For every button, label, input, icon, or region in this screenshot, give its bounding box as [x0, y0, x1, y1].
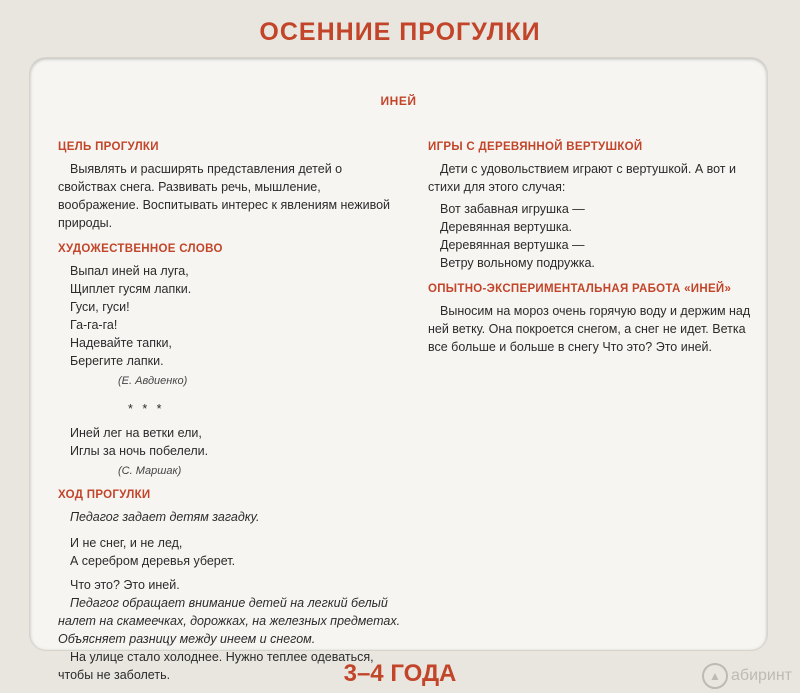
poem-line: Выпал иней на луга, — [70, 264, 189, 278]
goal-text: Выявлять и расширять представления детей о свойствах снега. Развивать речь, мышление, воображение. Воспитывать интерес к явлениям неживой природы. — [58, 162, 391, 230]
poem-line: Щиплет гусям лапки. — [70, 282, 192, 296]
card-title: ИНЕЙ — [380, 94, 417, 108]
poem-line: Ветру вольному подружка. — [440, 256, 595, 270]
riddle-answer: Что это? Это иней. — [70, 578, 180, 592]
riddle-intro: Педагог задает детям загадку. — [70, 510, 260, 524]
riddle-line: А серебром деревья уберет. — [70, 554, 236, 568]
riddle — [70, 534, 403, 570]
poem-2 — [70, 424, 403, 460]
left-column — [58, 134, 403, 684]
age-label: 3–4 ГОДА — [343, 660, 457, 687]
teacher-note: Педагог обращает внимание детей на легкий белый налет на скамеечках, дорожках, на железных предметах. Объясняет разницу между инеем и снегом. — [58, 596, 401, 646]
walk-heading: ХОД ПРОГУЛКИ — [58, 489, 151, 501]
poem-2-author: (С. Маршак) — [118, 465, 182, 477]
poem-line: Га-га-га! — [70, 318, 118, 332]
games-text: Дети с удовольствием играют с вертушкой. А вот и стихи для этого случая: — [428, 162, 736, 194]
page-title: ОСЕННИЕ ПРОГУЛКИ — [259, 18, 541, 46]
poem-line: Иней лег на ветки ели, — [70, 426, 202, 440]
poem-line: Надевайте тапки, — [70, 336, 172, 350]
watermark-text: абиринт — [731, 667, 792, 684]
labirint-logo-icon: ▲ — [702, 663, 728, 689]
poem-line: Вот забавная игрушка — — [440, 202, 585, 216]
games-heading: ИГРЫ С ДЕРЕВЯННОЙ ВЕРТУШКОЙ — [428, 141, 643, 153]
games-poem — [440, 200, 758, 272]
exp-heading: ОПЫТНО-ЭКСПЕРИМЕНТАЛЬНАЯ РАБОТА «ИНЕЙ» — [428, 283, 732, 295]
closing-text: На улице стало холоднее. Нужно теплее одеваться, чтобы не заболеть. — [58, 650, 374, 682]
stars-divider: * * * — [128, 402, 165, 416]
watermark — [702, 663, 792, 689]
right-column — [428, 134, 758, 356]
poem-1-author: (Е. Авдиенко) — [118, 375, 188, 387]
poem-line: Гуси, гуси! — [70, 300, 130, 314]
poem-line: Иглы за ночь побелели. — [70, 444, 209, 458]
exp-text: Выносим на мороз очень горячую воду и держим над ней ветку. Она покроется снегом, а снег не идет. Ветка все больше и больше в снегу Что это? Это иней. — [428, 304, 751, 354]
poem-line: Деревянная вертушка — — [440, 238, 585, 252]
riddle-line: И не снег, и не лед, — [70, 536, 183, 550]
poem-line: Деревянная вертушка. — [440, 220, 573, 234]
poem-1 — [70, 262, 403, 370]
art-heading: ХУДОЖЕСТВЕННОЕ СЛОВО — [58, 243, 223, 255]
goal-heading: ЦЕЛЬ ПРОГУЛКИ — [58, 141, 159, 153]
poem-line: Берегите лапки. — [70, 354, 164, 368]
